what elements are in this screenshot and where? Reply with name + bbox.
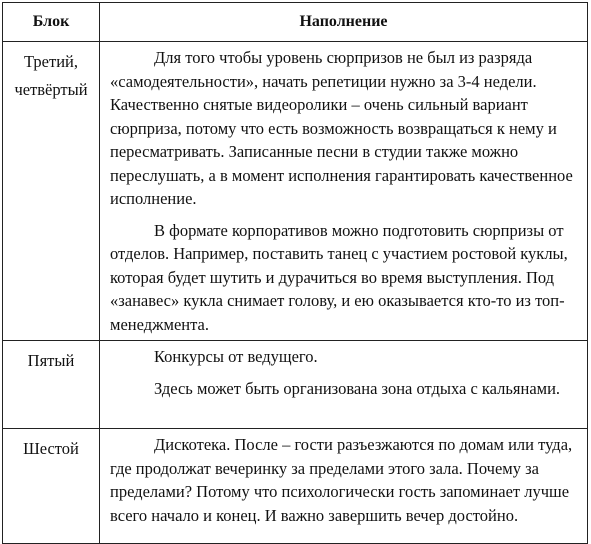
table-row	[3, 341, 588, 429]
header-content: Наполнение	[100, 3, 588, 42]
paragraph: Для того чтобы уровень сюрпризов не был из разряда «самодеятельности», начать репетиции нужно за 3-4 недели. Качественно снятые видеоролики – очень сильный вариант сюрприза, потому что есть возможность возвращаться к нему и пересматривать. Записанные песни в студии также можно переслушать, а в момент исполнения гарантировать качественное исполнение.	[110, 48, 573, 208]
table-row	[3, 429, 588, 544]
table-row	[3, 42, 588, 341]
paragraph: Здесь может быть организована зона отдыха с кальянами.	[154, 378, 561, 398]
block-label: Шестой	[23, 439, 79, 458]
paragraph: Конкурсы от ведущего.	[154, 347, 318, 366]
table-header-row	[3, 3, 588, 42]
paragraph: В формате корпоративов можно подготовить сюрпризы от отделов. Например, поставить танец с участием ростовой куклы, которая будет шутить и дурачиться во время выступления. Под «занавес» кукла снимает голову, и ею оказывается кто-то из топ-менеджмента.	[110, 220, 568, 334]
block-label: четвёртый	[14, 80, 88, 99]
header-block: Блок	[3, 3, 100, 42]
block-label: Пятый	[27, 351, 75, 370]
block-cell	[3, 42, 100, 341]
content-cell	[100, 429, 588, 544]
content-cell	[100, 42, 588, 341]
content-cell	[100, 341, 588, 429]
block-cell	[3, 429, 100, 544]
content-table	[2, 2, 588, 544]
paragraph: Дискотека. После – гости разъезжаются по домам или туда, где продолжат вечеринку за пределами этого зала. Почему за пределами? Потому что психологически гость запоминает лучше всего начало и конец. И важно завершить вечер достойно.	[110, 435, 573, 525]
block-label: Третий,	[23, 52, 79, 71]
block-cell	[3, 341, 100, 429]
